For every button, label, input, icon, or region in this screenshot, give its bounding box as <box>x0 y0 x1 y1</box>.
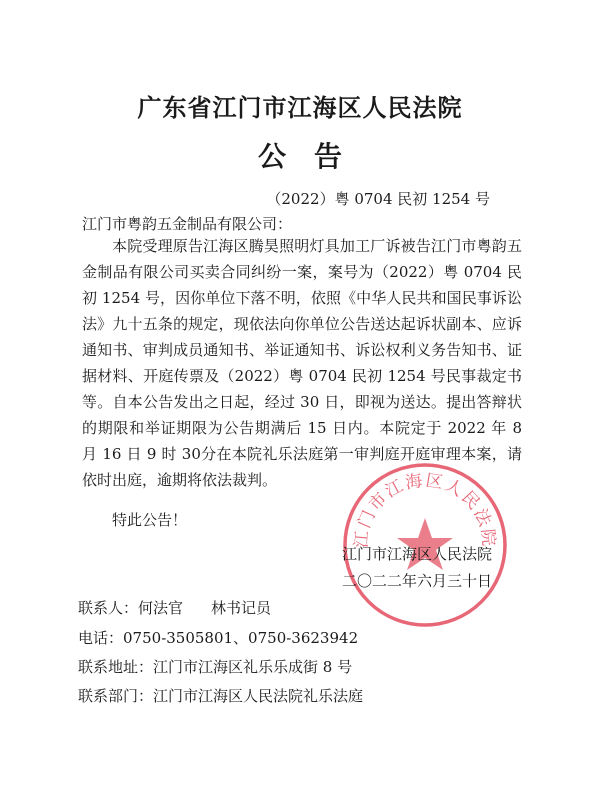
contact-person-2: 林书记员 <box>211 599 272 617</box>
phone-value: 0750-3505801、0750-3623942 <box>123 629 359 647</box>
signing-date: 二〇二二年六月三十日 <box>342 572 493 590</box>
seal-text: 江门市江海区人民法院 <box>351 470 499 549</box>
notice-body: 本院受理原告江海区腾昊照明灯具加工厂诉被告江门市粤韵五金制品有限公司买卖合同纠纷一案，案号为（2022）粤 0704 民初 1254 号，因你单位下落不明，依照《中华人民共和国民事诉讼法》九十五条的规定，现依法向你单位公告送达起诉状副本、应诉通知书、审判成员通知书、举证通知书、诉讼权利义务告知书、证据材料、开庭传票及（2022）粤 0704 民初 1254 号民事裁定书等。自本公告发出之日起，经过 30 日，即视为送达。提出答辩状的期限和举证期限为公告期满后 15 日内。本院定于 2022 年 8 月 16 日 9 时 30分在本院礼乐法庭第一审判庭开庭审理本案，请依时出庭，逾期将依法裁判。 <box>82 237 522 489</box>
department-line <box>78 685 363 706</box>
contact-persons-line <box>78 597 271 618</box>
closing-statement: 特此公告！ <box>112 511 188 529</box>
department-label: 联系部门： <box>78 687 154 705</box>
phone-line <box>78 627 358 648</box>
department-value: 江门市江海区人民法院礼乐法庭 <box>153 687 364 705</box>
address-label: 联系地址： <box>78 658 154 676</box>
contacts-label: 联系人： <box>78 599 139 617</box>
addressee: 江门市粤韵五金制品有限公司： <box>82 215 293 233</box>
court-name-heading: 广东省江门市江海区人民法院 <box>137 93 463 122</box>
contact-person-1: 何法官 <box>138 599 184 617</box>
signing-court: 江门市江海区人民法院 <box>342 545 493 563</box>
notice-title: 公告 <box>257 140 370 173</box>
case-number: （2022）粤 0704 民初 1254 号 <box>266 190 490 208</box>
phone-label: 电话： <box>78 629 124 647</box>
address-line <box>78 656 352 677</box>
address-value: 江门市江海区礼乐乐成街 8 号 <box>153 658 353 676</box>
